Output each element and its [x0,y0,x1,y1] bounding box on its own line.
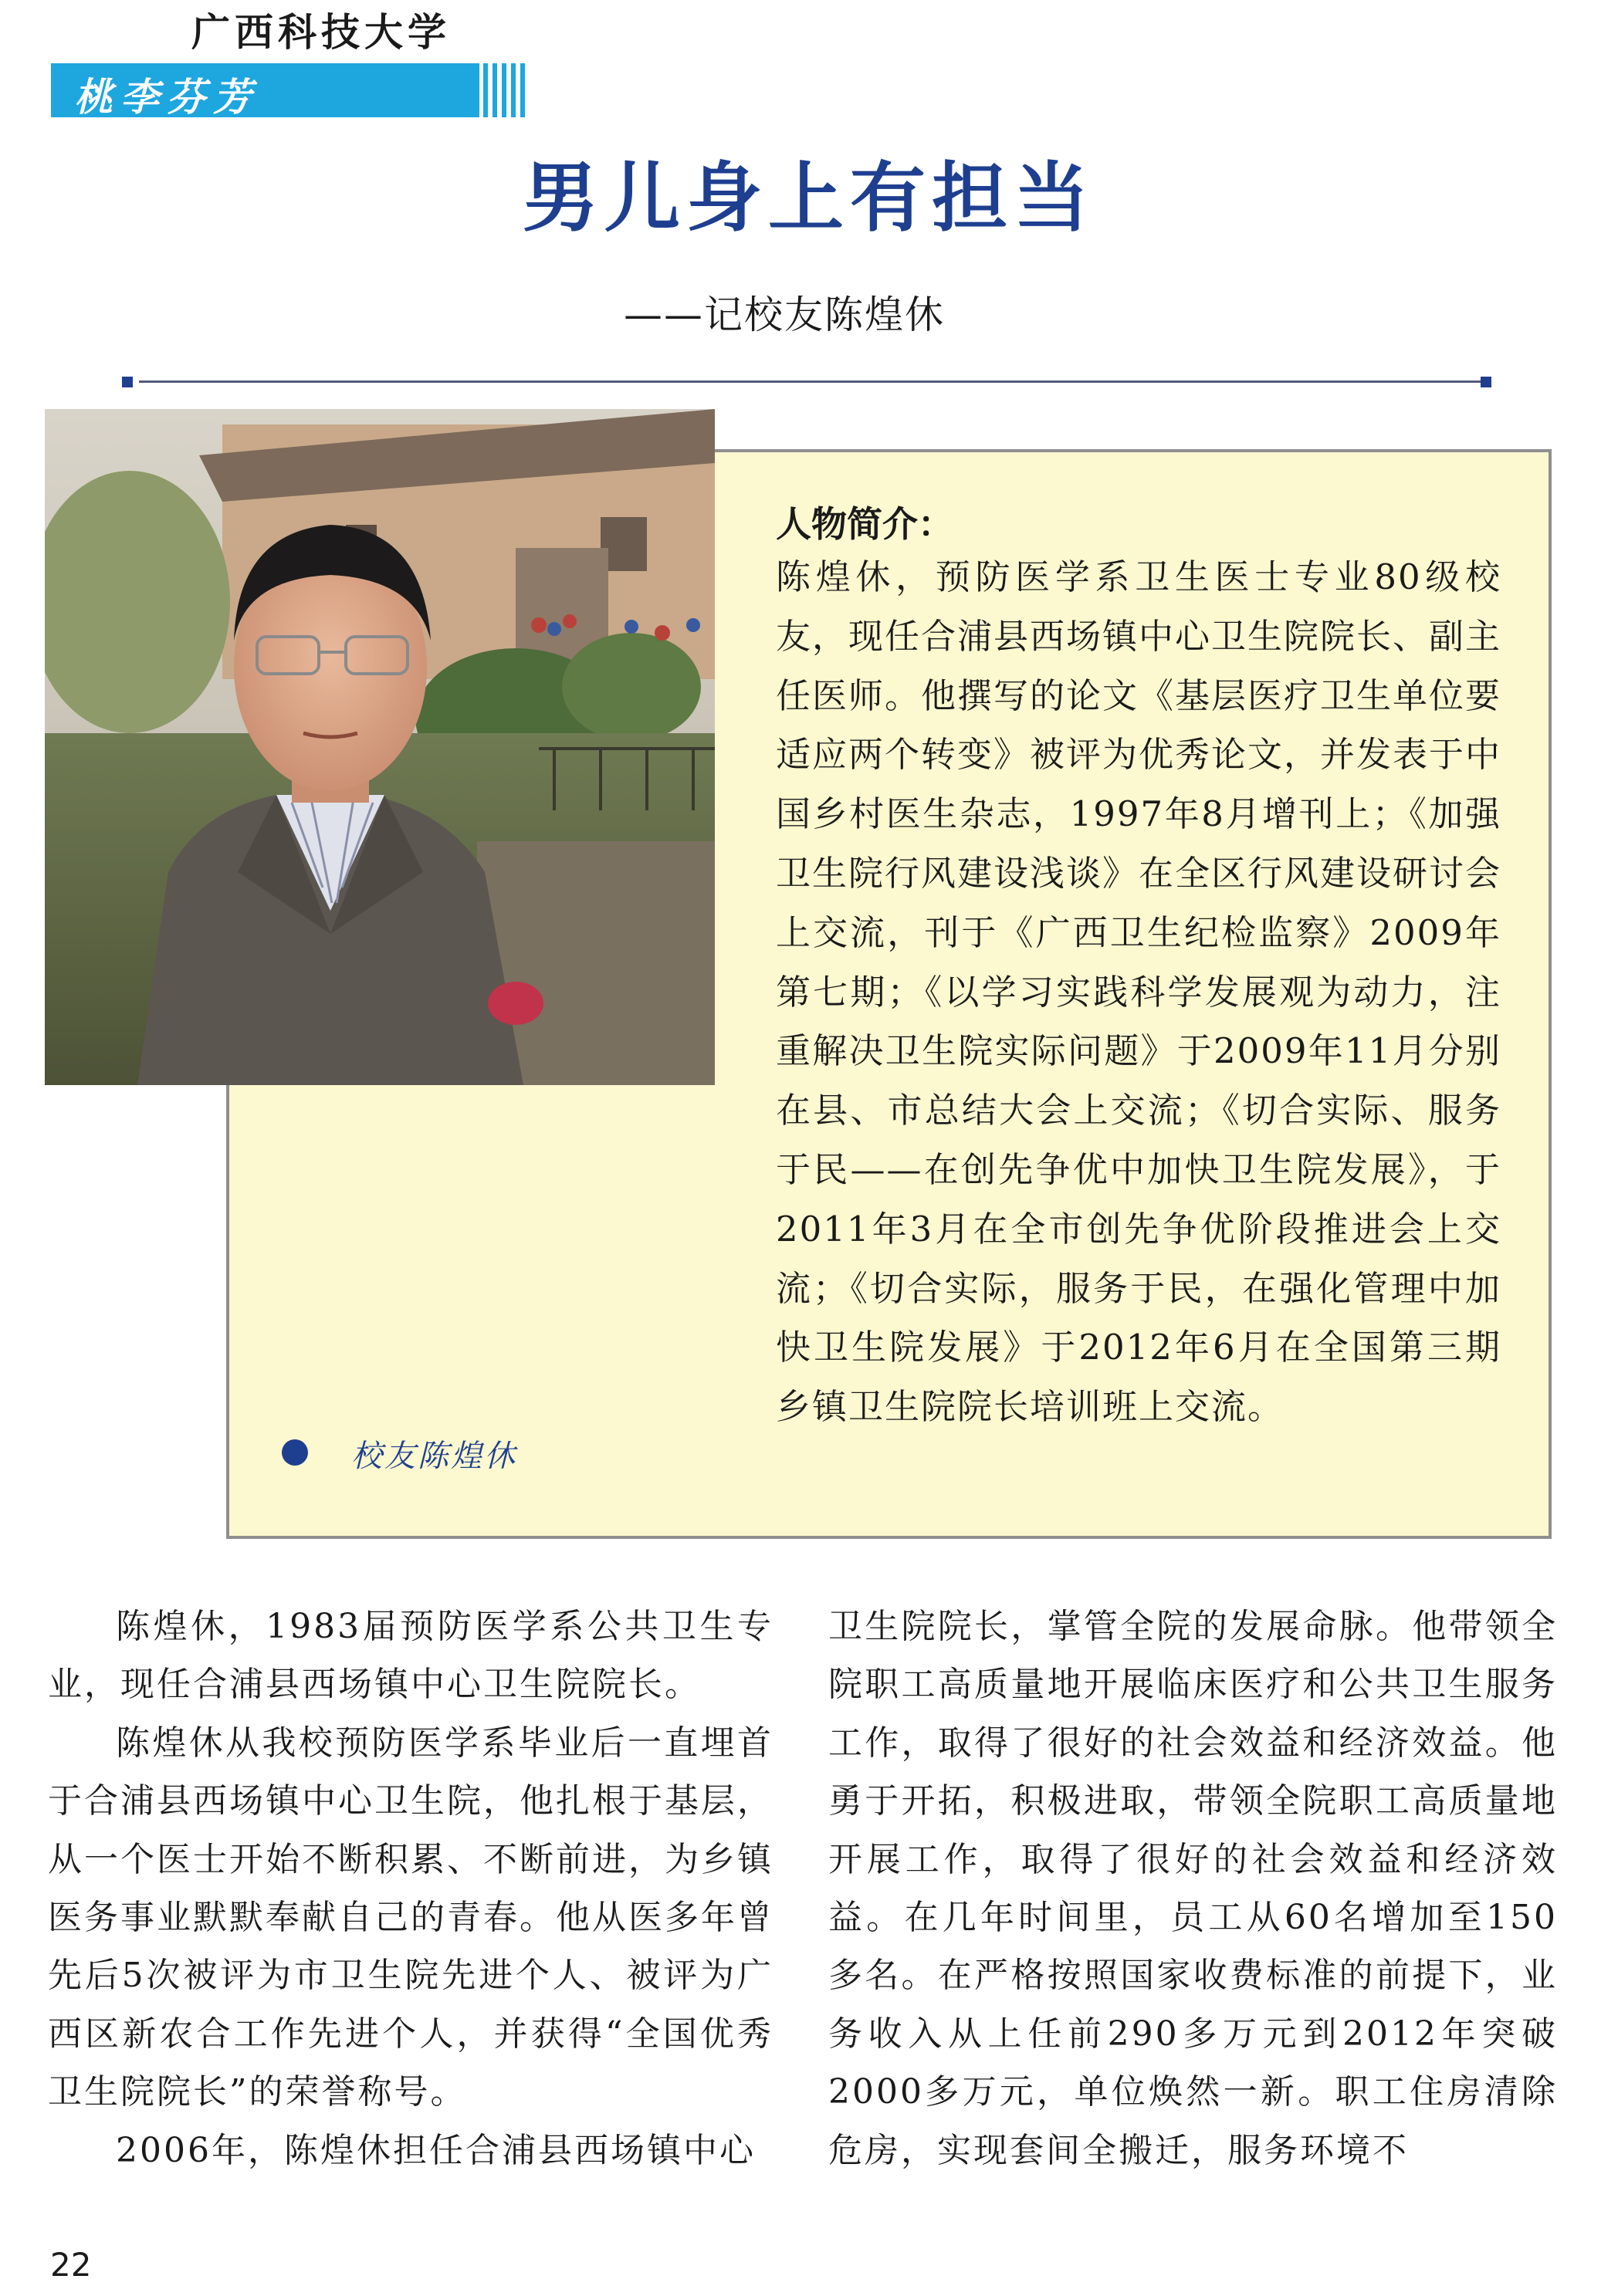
alumnus-photo [45,409,715,1085]
page-number: 22 [50,2246,92,2284]
body-paragraph: 卫生院院长，掌管全院的发展命脉。他带领全院职工高质量地开展临床医疗和公共卫生服务工作，取得了很好的社会效益和经济效益。他勇于开拓，积极进取，带领全院职工高质量地开展工作，取得了很好的社会效益和经济效益。在几年时间里，员工从60名增加至150多名。在严格按照国家收费标准的前提下，业务收入从上任前290多万元到2012年突破2000多万元，单位焕然一新。职工住房清除危房，实现套间全搬迁，服务环境不 [828,1607,1558,2170]
caption-bullet-icon [282,1439,308,1466]
article-subtitle: ——记校友陈煌休 [624,292,945,337]
divider-dot-left [122,377,133,387]
university-name: 广西科技大学 [191,9,451,55]
bio-heading: 人物简介： [776,503,953,545]
body-paragraph: 陈煌休，1983届预防医学系公共卫生专业，现任合浦县西场镇中心卫生院院长。 [48,1607,773,1705]
article-title: 男儿身上有担当 [522,154,1095,242]
section-label: 桃李芬芳 [74,75,259,120]
band-stripe [493,63,497,117]
divider-dot-right [1481,377,1491,387]
bio-text: 陈煌休，预防医学系卫生医士专业80级校友，现任合浦县西场镇中心卫生院院长、副主任医师。他撰写的论文《基层医疗卫生单位要适应两个转变》被评为优秀论文，并发表于中国乡村医生杂志，1997年8月增刊上；《加强卫生院行风建设浅谈》在全区行风建设研讨会上交流，刊于《广西卫生纪检监察》2009年第七期；《以学习实践科学发展观为动力，注重解决卫生院实际问题》于2009年11月分别在县、市总结大会上交流；《切合实际、服务于民——在创先争优中加快卫生院发展》，于2011年3月在全市创先争优阶段推进会上交流；《切合实际，服务于民，在强化管理中加快卫生院发展》于2012年6月在全国第三期乡镇卫生院院长培训班上交流。 [776,556,1502,1428]
divider-line [139,380,1482,383]
body-paragraph: 2006年，陈煌休担任合浦县西场镇中心 [116,2130,756,2170]
photo-caption: 校友陈煌休 [351,1439,517,1474]
band-stripe [483,63,488,117]
band-stripe [502,63,506,117]
body-column-right [828,1598,1558,2179]
body-column-left [48,1598,773,2179]
band-stripe [511,63,516,117]
band-stripe [520,63,525,117]
body-paragraph: 陈煌休从我校预防医学系毕业后一直埋首于合浦县西场镇中心卫生院，他扎根于基层，从一个医士开始不断积累、不断前进，为乡镇医务事业默默奉献自己的青春。他从医多年曾先后5次被评为市卫生院先进个人、被评为广西区新农合工作先进个人，并获得“全国优秀卫生院院长”的荣誉称号。 [48,1723,773,2112]
